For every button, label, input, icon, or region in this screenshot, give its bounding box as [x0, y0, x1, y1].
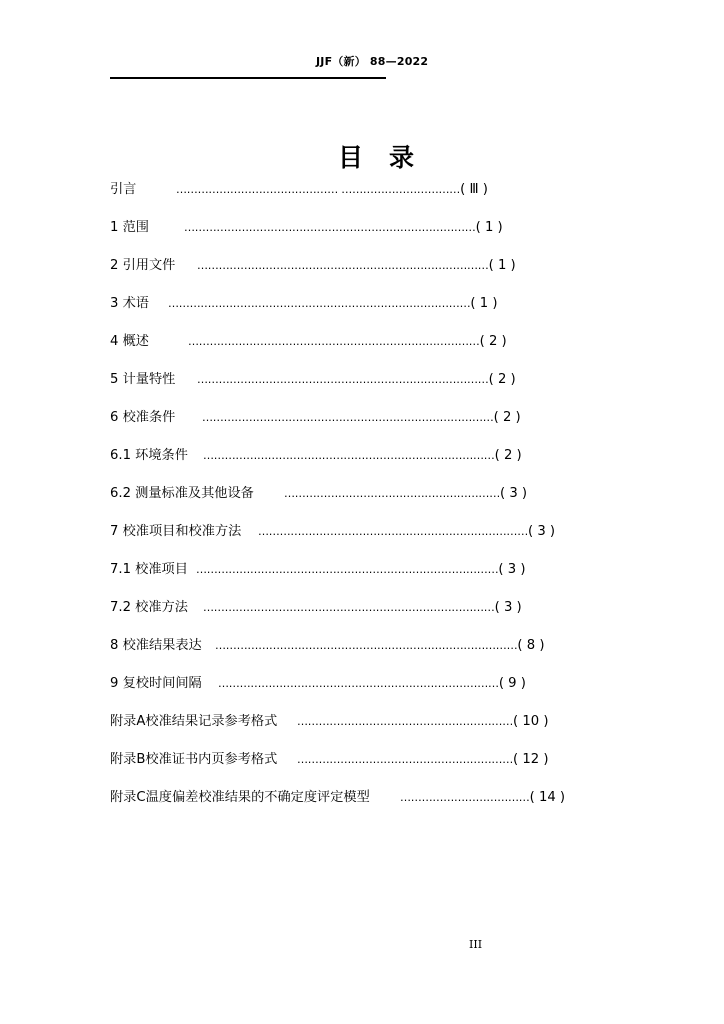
toc-entry-leader: ………………………………………………………………………: [188, 335, 480, 348]
toc-entry-page: ( 8 ): [517, 638, 545, 653]
toc-entry-label: 7.2 校准方法: [110, 600, 188, 615]
toc-entry-page: ( 2 ): [479, 334, 507, 349]
toc-entry-leader: …………………………………………………………………: [258, 525, 529, 538]
toc-entry-page: ( 3 ): [528, 524, 556, 539]
toc-entry-page: ( 10 ): [513, 714, 549, 729]
toc-entry[interactable]: [110, 638, 544, 654]
toc-entry-label: 7 校准项目和校准方法: [110, 524, 242, 539]
toc-entry-label: 6.1 环境条件: [110, 448, 188, 463]
toc-entry[interactable]: [110, 600, 522, 616]
toc-title-char-1: 目: [338, 143, 364, 172]
page-number: III: [469, 938, 483, 951]
toc-entry-page: ( 2 ): [488, 372, 516, 387]
toc-entry[interactable]: [110, 676, 526, 692]
toc-entry-page: ( 1 ): [475, 220, 503, 235]
toc-entry-page: ( 3 ): [500, 486, 528, 501]
toc-entry-page: ( 1 ): [470, 296, 498, 311]
toc-entry-page: ( 2 ): [493, 410, 521, 425]
toc-entry-leader: ………………………………………………………………………: [203, 601, 495, 614]
toc-entry[interactable]: [110, 790, 565, 806]
toc-entry[interactable]: [110, 714, 548, 730]
toc-entry-label: 6 校准条件: [110, 410, 176, 425]
toc-title: [338, 138, 414, 174]
toc-entry[interactable]: [110, 220, 503, 236]
toc-entry-leader: …………………………………………………………………………: [196, 563, 499, 576]
toc-entry-label: 6.2 测量标准及其他设备: [110, 486, 254, 501]
toc-entry-page: ( 14 ): [529, 790, 566, 805]
toc-entry-label: 5 计量特性: [110, 372, 176, 387]
toc-entry-page: ( 3 ): [494, 600, 522, 615]
toc-entry[interactable]: [110, 334, 507, 350]
toc-entry[interactable]: [110, 524, 555, 540]
toc-entry-leader: ………………………………………………………………………: [197, 259, 489, 272]
toc-title-char-2: 录: [389, 143, 415, 172]
toc-entry-label: 1 范围: [110, 220, 149, 235]
toc-entry-label: 4 概述: [110, 334, 149, 349]
toc-entry[interactable]: [110, 410, 521, 426]
standard-code: JJF（新） 88—2022: [316, 55, 429, 68]
toc-entry-leader: ………………………………………………………………………: [203, 449, 495, 462]
toc-entry[interactable]: [110, 486, 527, 502]
toc-entry-leader: ……………………………………………………………………: [218, 677, 499, 690]
toc-entry-page: ( 2 ): [494, 448, 522, 463]
toc-entry-page: ( Ⅲ ): [460, 182, 488, 197]
toc-entry-page: ( 12 ): [513, 752, 549, 767]
toc-entry-label: 引言: [110, 182, 137, 197]
toc-entry-leader: ……………………………………………………: [284, 487, 501, 500]
toc-entry-label: 2 引用文件: [110, 258, 176, 273]
toc-entry-leader: …………………………………………………………………………: [168, 297, 471, 310]
toc-entry[interactable]: [110, 372, 516, 388]
toc-entry-label: 7.1 校准项目: [110, 562, 188, 577]
toc-entry-leader: ………………………………………………………………………: [184, 221, 476, 234]
toc-entry[interactable]: [110, 182, 488, 198]
toc-entry-label: 3 术语: [110, 296, 149, 311]
toc-entry-leader: ……………………………………… ……………………………: [176, 183, 461, 196]
toc-entry[interactable]: [110, 752, 548, 768]
toc-entry[interactable]: [110, 448, 522, 464]
toc-entry-leader: ……………………………………………………: [297, 715, 514, 728]
toc-entry-page: ( 1 ): [488, 258, 516, 273]
toc-entry[interactable]: [110, 296, 497, 312]
toc-entry-label: 9 复校时间间隔: [110, 676, 202, 691]
toc-entry-page: ( 9 ): [498, 676, 526, 691]
toc-entry-leader: ………………………………: [400, 791, 530, 804]
toc-entry-page: ( 3 ): [498, 562, 526, 577]
toc-entry-leader: ……………………………………………………: [297, 753, 514, 766]
toc-entry-label: 附录B校准证书内页参考格式: [110, 752, 278, 767]
toc-entry-leader: …………………………………………………………………………: [215, 639, 518, 652]
toc-entry-leader: ………………………………………………………………………: [202, 411, 494, 424]
toc-entry-label: 8 校准结果表达: [110, 638, 202, 653]
header-rule: [110, 77, 386, 79]
toc-entry-leader: ………………………………………………………………………: [197, 373, 489, 386]
toc-entry[interactable]: [110, 562, 525, 578]
toc-entry-label: 附录A校准结果记录参考格式: [110, 714, 278, 729]
toc-entry[interactable]: [110, 258, 516, 274]
toc-entry-label: 附录C温度偏差校准结果的不确定度评定模型: [110, 790, 370, 805]
